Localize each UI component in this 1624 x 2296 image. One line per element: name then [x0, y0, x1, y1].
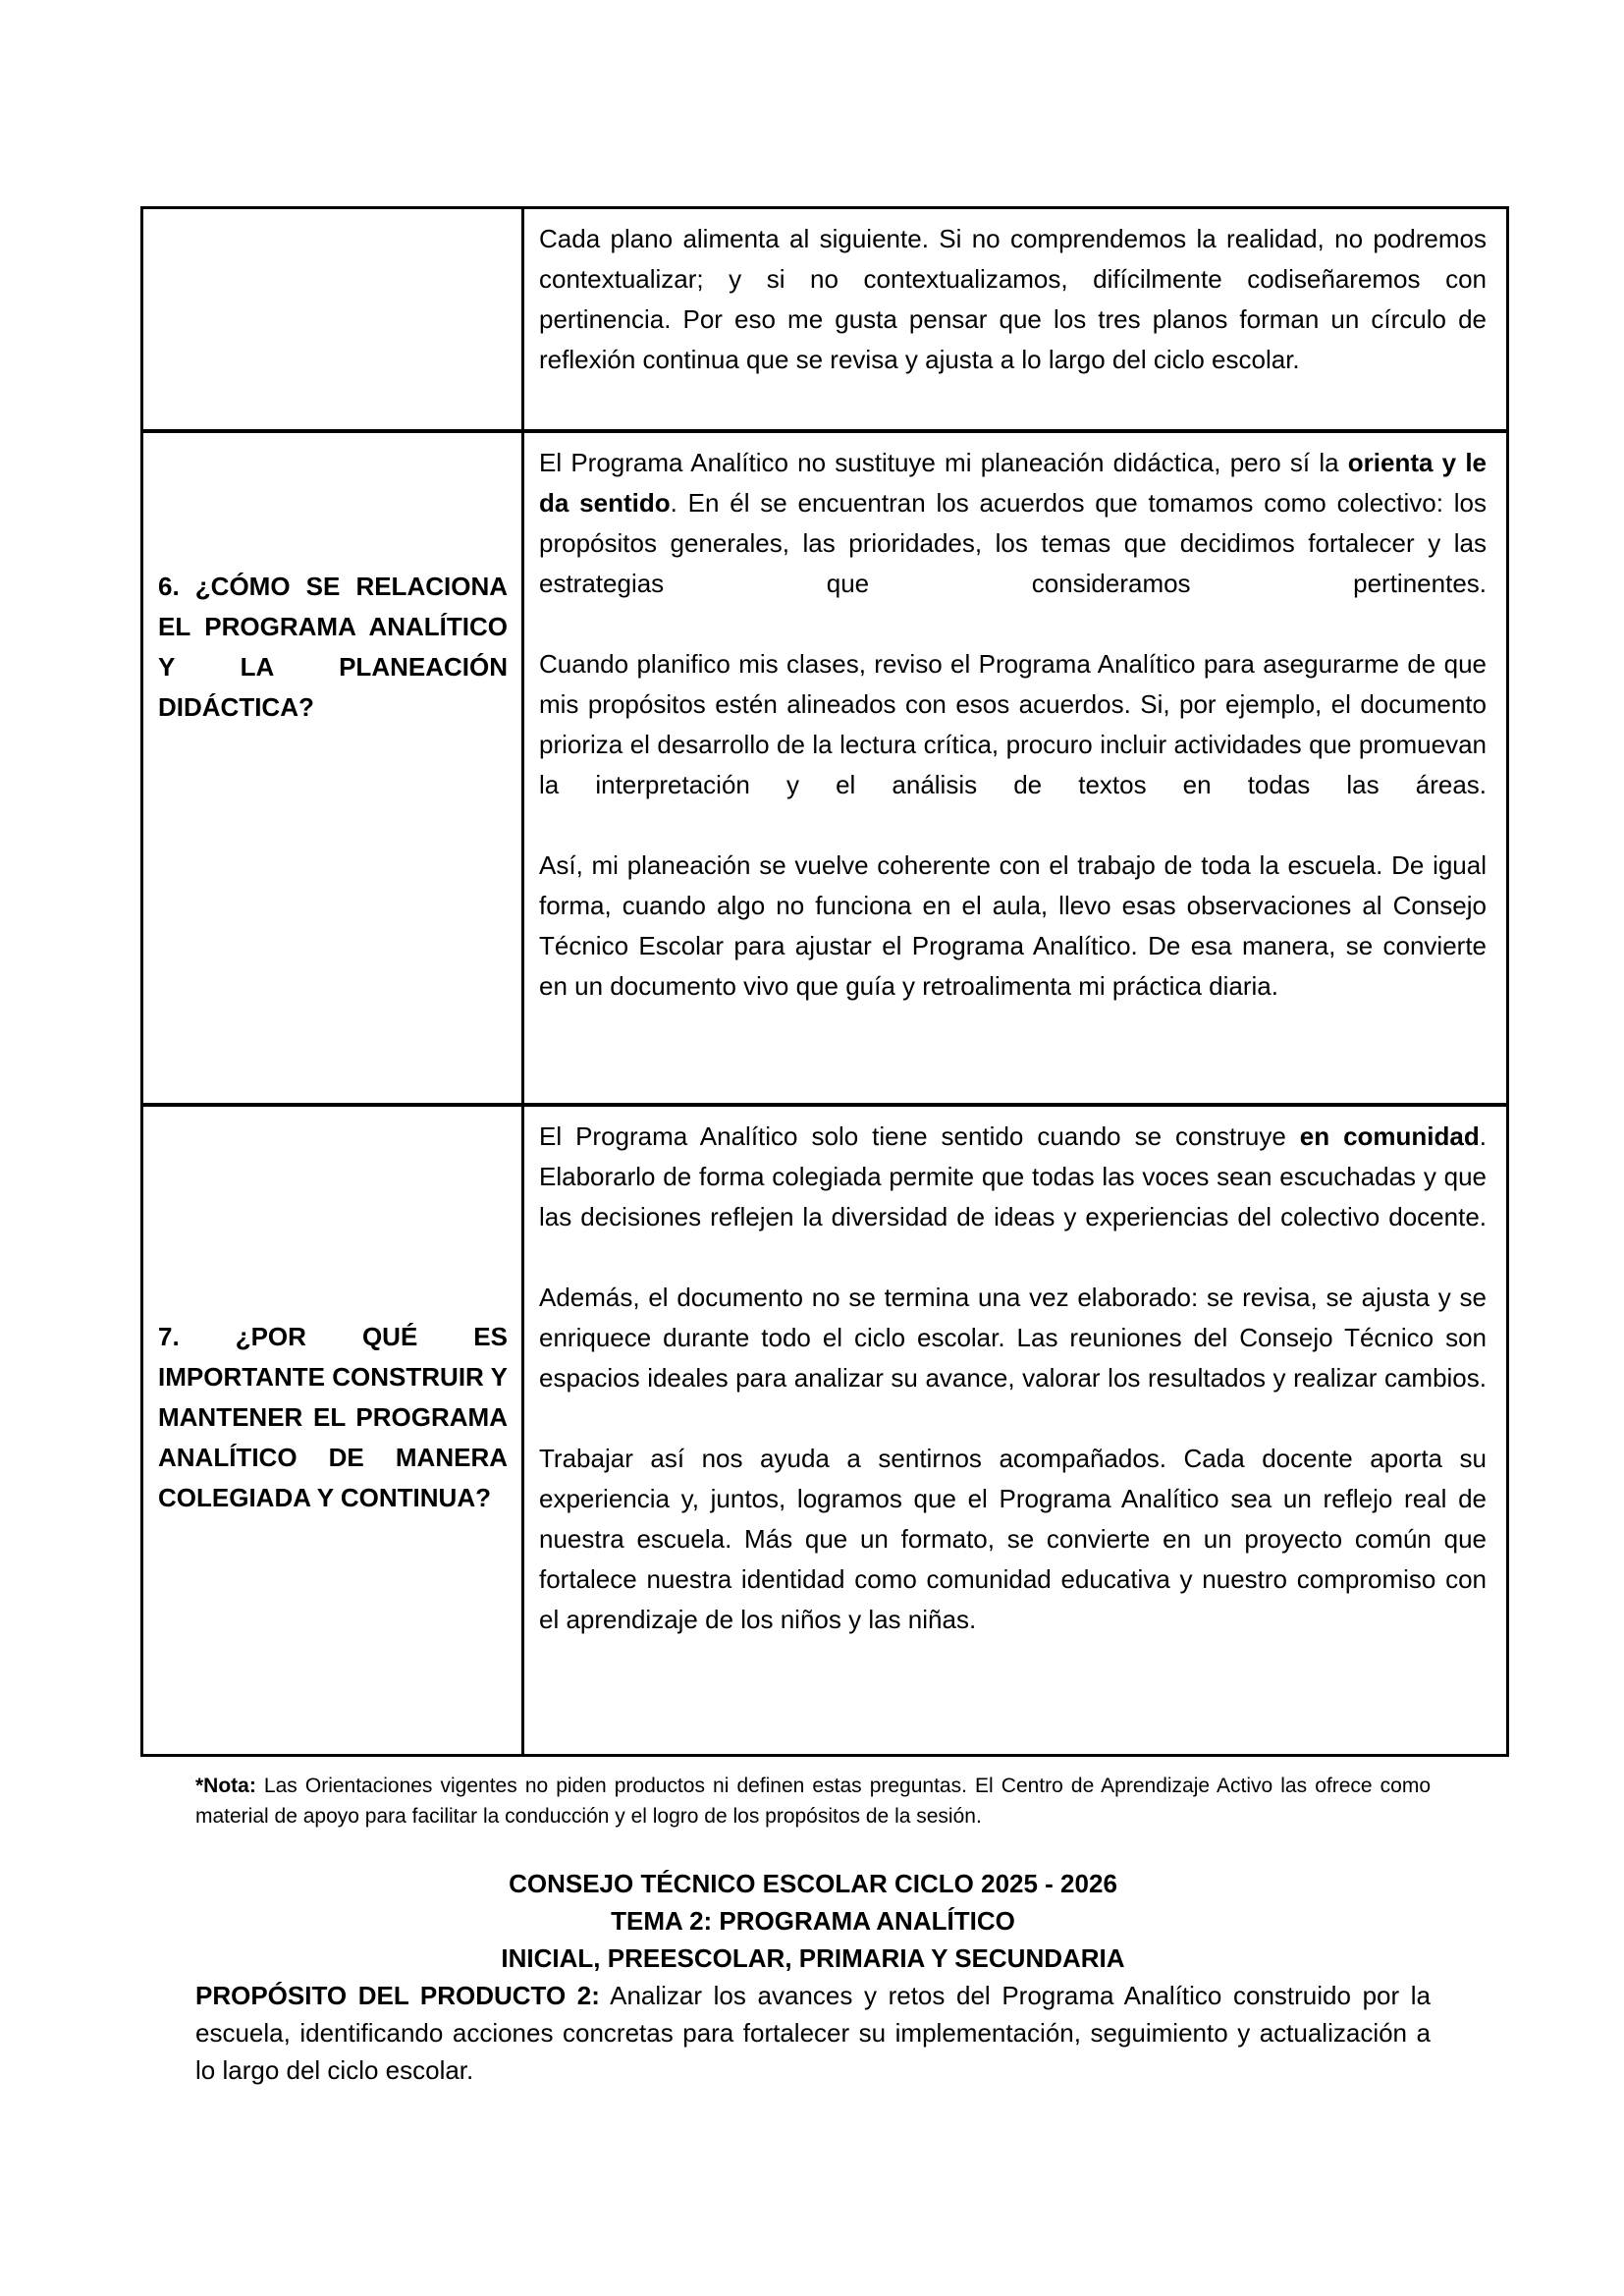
paragraph: Trabajar así nos ayuda a sentirnos acompañados. Cada docente aporta su experiencia y, juntos, logramos que el Programa Analítico sea un reflejo real de nuestra escuela. Más que un formato, se convierte en un proyecto común que fortalece nuestra identidad como comunidad educativa y nuestro compromiso con el aprendizaje de los niños y las niñas. — [539, 1443, 1487, 1634]
paragraph: Además, el documento no se termina una vez elaborado: se revisa, se ajusta y se enriquece durante todo el ciclo escolar. Las reuniones del Consejo Técnico son espacios ideales para analizar su avance, valorar los resultados y realizar cambios. — [539, 1282, 1487, 1393]
question-cell-7: 7. ¿POR QUÉ ES IMPORTANTE CONSTRUIR Y MANTENER EL PROGRAMA ANALÍTICO DE MANERA COLEGIADA Y CONTINUA? — [142, 1105, 523, 1756]
purpose-label: PROPÓSITO DEL PRODUCTO 2: — [195, 1981, 600, 2010]
paragraph: Cuando planifico mis clases, reviso el Programa Analítico para asegurarme de que mis propósitos estén alineados con esos acuerdos. Si, por ejemplo, el documento prioriza el desarrollo de la lectura crítica, procuro incluir actividades que promuevan la interpretación y el análisis de textos en todas las áreas. — [539, 648, 1487, 799]
heading-niveles: INICIAL, PREESCOLAR, PRIMARIA Y SECUNDARIA — [501, 1943, 1125, 1973]
paragraph: El Programa Analítico solo tiene sentido cuando se construye en comunidad. Elaborarlo de forma colegiada permite que todas las voces sean escuchadas y que las decisiones reflejen la diversidad de ideas y experiencias del colectivo docente. — [539, 1121, 1487, 1231]
purpose-paragraph — [195, 1977, 1431, 2089]
section-headings — [195, 1865, 1431, 1977]
answer-cell — [523, 1105, 1508, 1756]
purpose-text: Analizar los avances y retos del Programa Analítico construido por la escuela, identificando acciones concretas para fortalecer su implementación, seguimiento y actualización a lo largo del ciclo escolar. — [195, 1981, 1432, 2085]
question-cell-empty — [142, 208, 523, 431]
footnote-label: *Nota: — [195, 1775, 256, 1797]
footnote — [195, 1771, 1431, 1831]
paragraph: Cada plano alimenta al siguiente. Si no comprendemos la realidad, no podremos contextualizar; y si no contextualizamos, difícilmente codiseñaremos con pertinencia. Por eso me gusta pensar que los tres planos forman un círculo de reflexión continua que se revisa y ajusta a lo largo del ciclo escolar. — [539, 224, 1487, 374]
table-row — [142, 1105, 1508, 1756]
paragraph: El Programa Analítico no sustituye mi planeación didáctica, pero sí la orienta y le da sentido. En él se encuentran los acuerdos que tomamos como colectivo: los propósitos generales, las prioridades, los temas que decidimos fortalecer y las estrategias que consideramos pertinentes. — [539, 447, 1487, 598]
answer-cell — [523, 208, 1508, 431]
heading-tema: TEMA 2: PROGRAMA ANALÍTICO — [611, 1906, 1015, 1936]
question-cell-6: 6. ¿CÓMO SE RELACIONA EL PROGRAMA ANALÍTICO Y LA PLANEACIÓN DIDÁCTICA? — [142, 431, 523, 1105]
answer-cell — [523, 431, 1508, 1105]
table-row — [142, 208, 1508, 431]
table-row — [142, 431, 1508, 1105]
heading-consejo: CONSEJO TÉCNICO ESCOLAR CICLO 2025 - 2026 — [509, 1869, 1117, 1898]
footnote-text: Las Orientaciones vigentes no piden productos ni definen estas preguntas. El Centro de Aprendizaje Activo las ofrece como material de apoyo para facilitar la conducción y el logro de los propósitos de la sesión. — [195, 1775, 1431, 1828]
paragraph: Así, mi planeación se vuelve coherente con el trabajo de toda la escuela. De igual forma, cuando algo no funciona en el aula, llevo esas observaciones al Consejo Técnico Escolar para ajustar el Programa Analítico. De esa manera, se convierte en un documento vivo que guía y retroalimenta mi práctica diaria. — [539, 849, 1487, 1001]
question-answer-table — [140, 206, 1509, 1757]
